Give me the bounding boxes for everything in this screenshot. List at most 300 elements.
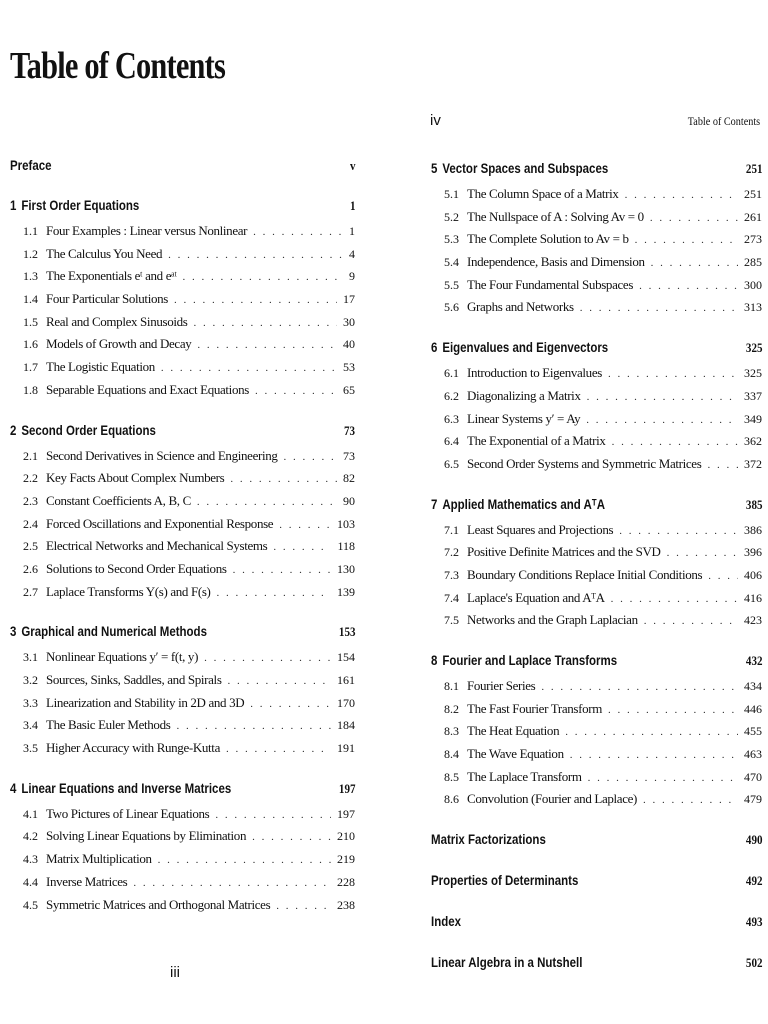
toc-entry[interactable] <box>431 766 762 789</box>
section-title: Boundary Conditions Replace Initial Conditions <box>467 566 703 582</box>
section-title: The Heat Equation <box>467 723 560 739</box>
section-title: Fourier Series <box>467 678 536 693</box>
section-title: Sources, Sinks, Saddles, and Spirals <box>46 672 222 687</box>
chapter-title-text: Fourier and Laplace Transforms <box>442 652 618 668</box>
appendix-entry[interactable] <box>431 913 762 933</box>
toc-entry[interactable] <box>431 228 762 251</box>
chapter-title <box>431 496 605 512</box>
toc-entry[interactable] <box>10 558 355 581</box>
section-page: 285 <box>744 255 762 270</box>
section-title: Forced Oscillations and Exponential Response <box>46 515 274 531</box>
chapter-heading[interactable] <box>10 780 355 800</box>
section-page: 416 <box>744 590 762 605</box>
section-title: The Complete Solution to Av = b <box>467 231 629 247</box>
section-title: Linearization and Stability in 2D and 3D <box>46 694 245 710</box>
section-number: 4.4 <box>23 874 38 889</box>
section-title: Networks and the Graph Laplacian <box>467 612 638 628</box>
section-title: The Four Fundamental Subspaces <box>467 276 634 292</box>
chapter-title <box>431 339 608 355</box>
left-page-number: iii <box>170 964 180 981</box>
section-title: Real and Complex Sinusoids <box>46 313 188 329</box>
section-number: 3.4 <box>23 718 38 733</box>
dot-leader <box>176 715 331 738</box>
section-page: 170 <box>337 695 355 710</box>
dot-leader <box>284 446 337 469</box>
appendix-title: Index <box>431 913 461 930</box>
dot-leader <box>279 514 331 537</box>
chapter-heading[interactable] <box>431 160 762 180</box>
toc-entry[interactable] <box>10 871 355 894</box>
dot-leader <box>587 386 738 409</box>
section-number: 5.6 <box>444 300 459 315</box>
dot-leader <box>215 804 331 827</box>
section-number: 2.3 <box>23 493 38 508</box>
section-page: 470 <box>744 769 762 784</box>
toc-entry[interactable] <box>431 296 762 319</box>
section-number: 7.3 <box>444 567 459 582</box>
toc-chapter <box>10 422 355 604</box>
toc-entry[interactable] <box>10 356 355 379</box>
dot-leader <box>541 676 738 699</box>
section-title: Separable Equations and Exact Equations <box>46 381 249 397</box>
toc-entry[interactable] <box>431 408 762 431</box>
section-page: 191 <box>337 741 355 756</box>
toc-entry[interactable] <box>10 581 355 604</box>
toc-entry[interactable] <box>10 894 355 917</box>
toc-entry[interactable] <box>10 714 355 737</box>
dot-leader <box>639 275 738 298</box>
toc-entry[interactable] <box>10 490 355 513</box>
dot-leader <box>233 559 331 582</box>
toc-entry[interactable] <box>10 467 355 490</box>
toc-entry[interactable] <box>10 535 355 558</box>
section-title: The Basic Euler Methods <box>46 717 171 733</box>
toc-entry[interactable] <box>10 445 355 468</box>
dot-leader <box>644 610 738 633</box>
section-page: 219 <box>337 852 355 867</box>
toc-entry[interactable] <box>431 788 762 811</box>
toc-entry[interactable] <box>431 274 762 297</box>
section-number: 8.1 <box>444 679 459 693</box>
section-page: 65 <box>343 382 355 397</box>
dot-leader <box>161 357 337 380</box>
chapter-page: 197 <box>338 780 355 796</box>
section-title: Key Facts About Complex Numbers <box>46 470 225 486</box>
section-number: 2.4 <box>23 516 38 531</box>
dot-leader <box>252 826 331 849</box>
chapter-page: 73 <box>343 422 355 438</box>
section-number: 5.5 <box>444 277 459 292</box>
section-page: 434 <box>744 679 762 693</box>
section-page: 17 <box>343 292 355 307</box>
toc-entry[interactable] <box>10 737 355 760</box>
toc-entry[interactable] <box>431 251 762 274</box>
section-page: 261 <box>744 209 762 224</box>
dot-leader <box>230 468 337 491</box>
section-number: 3.5 <box>23 741 38 756</box>
appendix-page: 493 <box>745 914 762 930</box>
section-title: Linear Systems y′ = Ay <box>467 410 581 426</box>
dot-leader <box>608 699 738 722</box>
dot-leader <box>651 252 738 275</box>
toc-entry[interactable] <box>431 206 762 229</box>
toc-entry[interactable] <box>10 220 355 243</box>
toc-entry[interactable] <box>10 243 355 266</box>
section-number: 2.2 <box>23 471 38 486</box>
toc-chapter <box>431 339 762 475</box>
section-page: 386 <box>744 522 762 537</box>
section-title: Solving Linear Equations by Elimination <box>46 828 247 844</box>
section-title: Graphs and Networks <box>467 299 574 315</box>
section-number: 7.4 <box>444 590 459 605</box>
section-number: 8.5 <box>444 769 459 784</box>
toc-entry[interactable] <box>431 587 762 610</box>
chapter-number: 4 <box>10 779 17 796</box>
chapter-heading[interactable] <box>431 496 762 516</box>
section-title: Electrical Networks and Mechanical Systems <box>46 538 268 554</box>
toc-entry[interactable] <box>10 513 355 536</box>
chapter-title-text: First Order Equations <box>21 197 140 213</box>
section-number: 1.2 <box>23 246 38 261</box>
section-number: 2.1 <box>23 448 38 463</box>
section-page: 423 <box>744 613 762 628</box>
chapter-title <box>10 780 231 796</box>
section-page: 1 <box>349 224 355 238</box>
toc-chapter <box>431 652 762 811</box>
dot-leader <box>588 767 738 790</box>
section-page: 53 <box>343 360 355 375</box>
dot-leader <box>565 721 738 744</box>
dot-leader <box>253 221 343 244</box>
chapter-title-text: Vector Spaces and Subspaces <box>442 160 609 176</box>
section-page: 300 <box>744 277 762 292</box>
section-title: Introduction to Eigenvalues <box>467 365 602 381</box>
section-number: 6.5 <box>444 456 459 471</box>
appendix-entry[interactable] <box>431 831 762 851</box>
section-page: 130 <box>337 561 355 576</box>
section-page: 325 <box>744 366 762 381</box>
chapter-heading[interactable] <box>10 422 355 442</box>
toc-entry[interactable] <box>431 541 762 564</box>
dot-leader <box>197 334 337 357</box>
dot-leader <box>667 542 738 565</box>
section-title: Two Pictures of Linear Equations <box>46 805 210 821</box>
section-number: 2.7 <box>23 584 38 599</box>
section-number: 3.3 <box>23 695 38 710</box>
dot-leader <box>586 409 738 432</box>
section-page: 90 <box>343 493 355 508</box>
chapter-title <box>10 197 139 213</box>
dot-leader <box>625 184 738 207</box>
appendix-title: Properties of Determinants <box>431 872 579 889</box>
section-page: 463 <box>744 747 762 762</box>
section-page: 455 <box>744 724 762 739</box>
toc-chapter <box>431 160 762 319</box>
dot-leader <box>635 229 738 252</box>
section-number: 5.1 <box>444 187 459 201</box>
section-number: 3.2 <box>23 673 38 687</box>
chapter-title-text: Linear Equations and Inverse Matrices <box>21 779 232 796</box>
section-title: Second Derivatives in Science and Engineering <box>46 447 278 463</box>
chapter-page: 153 <box>338 624 355 640</box>
toc-chapter <box>10 197 355 402</box>
section-page: 406 <box>744 567 762 582</box>
section-number: 3.1 <box>23 650 38 665</box>
section-title: The Column Space of a Matrix <box>467 186 619 201</box>
toc-entry[interactable] <box>431 453 762 476</box>
section-page: 30 <box>343 314 355 329</box>
toc-chapter <box>10 623 355 759</box>
dot-leader <box>619 520 738 543</box>
dot-leader <box>570 744 738 767</box>
section-page: 446 <box>744 701 762 716</box>
section-title: Models of Growth and Decay <box>46 336 192 352</box>
section-title: The Laplace Transform <box>467 768 582 784</box>
section-title: Solutions to Second Order Equations <box>46 560 227 576</box>
section-title: The Wave Equation <box>467 746 564 762</box>
section-page: 313 <box>744 300 762 315</box>
section-number: 1.7 <box>23 360 38 375</box>
section-title: Laplace's Equation and AᵀA <box>467 589 605 605</box>
section-number: 8.3 <box>444 724 459 739</box>
dot-leader <box>611 588 738 611</box>
chapter-number: 1 <box>10 197 17 213</box>
section-number: 6.4 <box>444 434 459 449</box>
dot-leader <box>204 647 331 670</box>
section-page: 82 <box>343 471 355 486</box>
dot-leader <box>133 872 331 895</box>
toc-left-column <box>10 157 355 936</box>
right-page-number: iv <box>430 112 441 129</box>
toc-entry[interactable] <box>431 519 762 542</box>
section-number: 4.2 <box>23 829 38 844</box>
section-title: The Exponential of a Matrix <box>467 433 606 449</box>
toc-entry[interactable] <box>10 311 355 334</box>
section-number: 8.2 <box>444 701 459 716</box>
chapter-title-text: Eigenvalues and Eigenvectors <box>442 339 609 356</box>
appendix-title: Matrix Factorizations <box>431 831 546 848</box>
section-page: 118 <box>337 539 355 554</box>
section-page: 4 <box>349 246 355 261</box>
section-number: 1.4 <box>23 292 38 307</box>
section-title: Four Particular Solutions <box>46 291 168 307</box>
toc-chapter <box>10 157 355 177</box>
dot-leader <box>182 266 343 289</box>
section-number: 5.3 <box>444 232 459 247</box>
dot-leader <box>580 297 738 320</box>
toc-entry[interactable] <box>10 848 355 871</box>
toc-entry[interactable] <box>10 692 355 715</box>
dot-leader <box>643 789 738 812</box>
appendix-page: 502 <box>745 955 762 971</box>
chapter-page: v <box>349 158 355 173</box>
section-page: 103 <box>337 516 355 531</box>
section-title: Second Order Systems and Symmetric Matrices <box>467 455 702 471</box>
section-number: 1.8 <box>23 382 38 397</box>
section-number: 4.3 <box>23 852 38 867</box>
dot-leader <box>255 380 337 403</box>
section-title: The Logistic Equation <box>46 359 155 375</box>
section-page: 337 <box>744 388 762 403</box>
section-page: 184 <box>337 718 355 733</box>
toc-entry[interactable] <box>10 333 355 356</box>
toc-entry[interactable] <box>431 362 762 385</box>
chapter-number: 5 <box>431 160 438 176</box>
chapter-number: 2 <box>10 421 17 438</box>
dot-leader <box>197 491 337 514</box>
chapter-page: 1 <box>349 198 355 213</box>
appendix-entry[interactable] <box>431 954 762 974</box>
chapter-page: 325 <box>745 340 762 356</box>
section-page: 251 <box>744 187 762 201</box>
section-page: 349 <box>744 411 762 426</box>
section-title: Higher Accuracy with Runge-Kutta <box>46 740 220 756</box>
toc-chapter <box>431 496 762 632</box>
toc-entry[interactable] <box>431 564 762 587</box>
toc-entry[interactable] <box>431 743 762 766</box>
section-title: Matrix Multiplication <box>46 851 152 867</box>
dot-leader <box>226 738 331 761</box>
chapter-title-text: Applied Mathematics and AᵀA <box>442 495 606 512</box>
section-number: 6.3 <box>444 411 459 426</box>
section-title: The Exponentials eᵗ and eᵃᵗ <box>46 268 177 284</box>
section-page: 197 <box>337 806 355 821</box>
toc-entry[interactable] <box>431 183 762 206</box>
chapter-heading[interactable] <box>10 623 355 643</box>
dot-leader <box>708 565 738 588</box>
section-number: 1.1 <box>23 224 38 238</box>
toc-entry[interactable] <box>431 430 762 453</box>
toc-entry[interactable] <box>10 379 355 402</box>
toc-entry[interactable] <box>431 609 762 632</box>
section-title: Four Examples : Linear versus Nonlinear <box>46 223 248 238</box>
section-title: The Nullspace of A : Solving Av = 0 <box>467 208 644 224</box>
section-number: 4.1 <box>23 806 38 821</box>
section-number: 7.1 <box>444 522 459 537</box>
toc-chapter <box>10 780 355 916</box>
dot-leader <box>217 582 331 605</box>
section-title: Laplace Transforms Y(s) and F(s) <box>46 583 211 599</box>
section-title: Constant Coefficients A, B, C <box>46 492 191 508</box>
section-number: 7.2 <box>444 545 459 560</box>
toc-entry[interactable] <box>10 803 355 826</box>
section-title: The Fast Fourier Transform <box>467 700 602 716</box>
chapter-title <box>10 422 156 438</box>
dot-leader <box>174 289 337 312</box>
dot-leader <box>168 244 343 267</box>
chapter-title-text: Second Order Equations <box>21 421 156 438</box>
section-title: Convolution (Fourier and Laplace) <box>467 791 638 807</box>
dot-leader <box>707 454 738 477</box>
section-title: Diagonalizing a Matrix <box>467 387 581 403</box>
toc-entry[interactable] <box>10 646 355 669</box>
section-number: 2.6 <box>23 561 38 576</box>
chapter-title-text: Preface <box>10 157 52 173</box>
toc-entry[interactable] <box>431 675 762 698</box>
chapter-heading[interactable] <box>431 339 762 359</box>
toc-entry[interactable] <box>431 385 762 408</box>
chapter-title <box>431 652 617 668</box>
appendix-entry[interactable] <box>431 872 762 892</box>
chapter-heading[interactable] <box>431 652 762 672</box>
section-page: 228 <box>337 874 355 889</box>
section-number: 7.5 <box>444 613 459 628</box>
section-number: 5.4 <box>444 255 459 270</box>
dot-leader <box>276 895 331 918</box>
chapter-number: 6 <box>431 339 438 356</box>
page-title: Table of Contents <box>10 45 225 87</box>
dot-leader <box>250 693 331 716</box>
toc-right-column <box>431 160 762 995</box>
chapter-title <box>431 160 608 176</box>
section-number: 1.5 <box>23 314 38 329</box>
dot-leader <box>193 312 337 335</box>
section-number: 1.6 <box>23 337 38 352</box>
chapter-number: 7 <box>431 495 438 512</box>
toc-entry[interactable] <box>10 669 355 692</box>
section-title: Independence, Basis and Dimension <box>467 254 645 270</box>
chapter-heading[interactable] <box>10 197 355 217</box>
section-page: 210 <box>337 829 355 844</box>
dot-leader <box>228 670 331 693</box>
chapter-page: 385 <box>745 496 762 512</box>
section-number: 2.5 <box>23 539 38 554</box>
chapter-page: 251 <box>745 161 762 176</box>
section-number: 1.3 <box>23 269 38 284</box>
section-number: 8.6 <box>444 792 459 807</box>
section-page: 73 <box>343 448 355 463</box>
chapter-title <box>10 157 51 173</box>
dot-leader <box>612 431 738 454</box>
chapter-heading[interactable] <box>10 157 355 177</box>
section-number: 8.4 <box>444 747 459 762</box>
chapter-number: 3 <box>10 623 17 640</box>
section-page: 40 <box>343 337 355 352</box>
toc-entry[interactable] <box>10 825 355 848</box>
section-number: 4.5 <box>23 897 38 912</box>
chapter-title-text: Graphical and Numerical Methods <box>21 623 207 640</box>
section-title: Nonlinear Equations y′ = f(t, y) <box>46 649 199 665</box>
section-page: 372 <box>744 456 762 471</box>
section-page: 273 <box>744 232 762 247</box>
section-title: Symmetric Matrices and Orthogonal Matrices <box>46 896 271 912</box>
section-page: 238 <box>337 897 355 912</box>
dot-leader <box>158 849 331 872</box>
chapter-number: 8 <box>431 652 438 668</box>
toc-entry[interactable] <box>431 698 762 721</box>
section-page: 362 <box>744 434 762 449</box>
appendix-title: Linear Algebra in a Nutshell <box>431 954 583 971</box>
chapter-page: 432 <box>745 653 762 668</box>
section-number: 6.1 <box>444 366 459 381</box>
section-page: 479 <box>744 792 762 807</box>
running-header: Table of Contents <box>687 114 760 128</box>
toc-entry[interactable] <box>10 265 355 288</box>
dot-leader <box>650 207 738 230</box>
dot-leader <box>608 363 738 386</box>
section-page: 139 <box>337 584 355 599</box>
toc-entry[interactable] <box>10 288 355 311</box>
section-title: Inverse Matrices <box>46 873 128 889</box>
section-number: 5.2 <box>444 209 459 224</box>
section-title: The Calculus You Need <box>46 245 163 261</box>
chapter-title <box>10 623 207 639</box>
appendix-page: 490 <box>745 832 762 848</box>
dot-leader <box>273 536 331 559</box>
toc-entry[interactable] <box>431 720 762 743</box>
section-page: 161 <box>337 673 355 687</box>
section-page: 154 <box>337 650 355 665</box>
